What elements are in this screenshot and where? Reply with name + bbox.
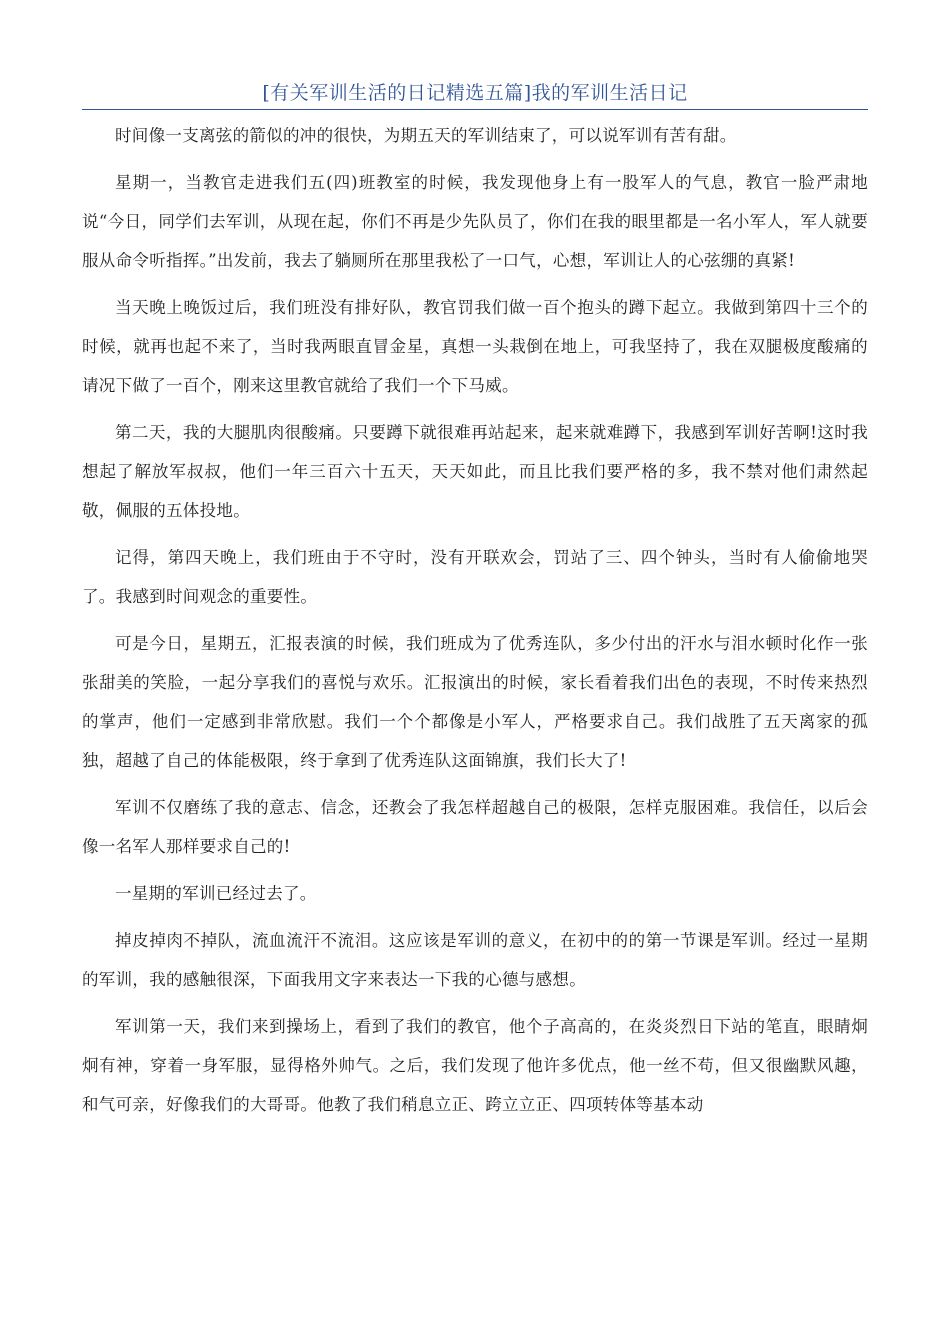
document-body bbox=[82, 116, 868, 1124]
document-title: [有关军训生活的日记精选五篇]我的军训生活日记 bbox=[82, 80, 868, 110]
paragraph-7: 军训不仅磨练了我的意志、信念，还教会了我怎样超越自己的极限，怎样克服困难。我信任，以后会像一名军人那样要求自己的! bbox=[82, 798, 868, 856]
document-page bbox=[82, 0, 868, 1124]
paragraph-1: 时间像一支离弦的箭似的冲的很快，为期五天的军训结束了，可以说军训有苦有甜。 bbox=[115, 126, 737, 145]
paragraph-2: 星期一，当教官走进我们五(四)班教室的时候，我发现他身上有一股军人的气息，教官一脸严肃地说“今日，同学们去军训，从现在起，你们不再是少先队员了，你们在我的眼里都是一名小军人，军人就要服从命令听指挥。”出发前，我去了躺厕所在那里我松了一口气，心想，军训让人的心弦绷的真紧! bbox=[82, 173, 868, 270]
paragraph-4: 第二天，我的大腿肌肉很酸痛。只要蹲下就很难再站起来，起来就难蹲下，我感到军训好苦啊!这时我想起了解放军叔叔，他们一年三百六十五天，天天如此，而且比我们要严格的多，我不禁对他们肃然起敬，佩服的五体投地。 bbox=[82, 423, 868, 520]
paragraph-3: 当天晚上晚饭过后，我们班没有排好队，教官罚我们做一百个抱头的蹲下起立。我做到第四十三个的时候，就再也起不来了，当时我两眼直冒金星，真想一头栽倒在地上，可我坚持了，我在双腿极度酸痛的请况下做了一百个，刚来这里教官就给了我们一个下马威。 bbox=[82, 298, 868, 395]
paragraph-8: 一星期的军训已经过去了。 bbox=[115, 884, 317, 903]
paragraph-9: 掉皮掉肉不掉队，流血流汗不流泪。这应该是军训的意义，在初中的的第一节课是军训。经过一星期的军训，我的感触很深，下面我用文字来表达一下我的心德与感想。 bbox=[82, 931, 868, 989]
paragraph-6: 可是今日，星期五，汇报表演的时候，我们班成为了优秀连队，多少付出的汗水与泪水顿时化作一张张甜美的笑脸，一起分享我们的喜悦与欢乐。汇报演出的时候，家长看着我们出色的表现，不时传来热烈的掌声，他们一定感到非常欣慰。我们一个个都像是小军人，严格要求自己。我们战胜了五天离家的孤独，超越了自己的体能极限，终于拿到了优秀连队这面锦旗，我们长大了! bbox=[82, 634, 868, 770]
paragraph-5: 记得，第四天晚上，我们班由于不守时，没有开联欢会，罚站了三、四个钟头，当时有人偷偷地哭了。我感到时间观念的重要性。 bbox=[82, 548, 868, 606]
paragraph-10: 军训第一天，我们来到操场上，看到了我们的教官，他个子高高的，在炎炎烈日下站的笔直，眼睛炯炯有神，穿着一身军服，显得格外帅气。之后，我们发现了他许多优点，他一丝不苟，但又很幽默风趣，和气可亲，好像我们的大哥哥。他教了我们稍息立正、跨立立正、四项转体等基本动 bbox=[82, 1017, 868, 1114]
